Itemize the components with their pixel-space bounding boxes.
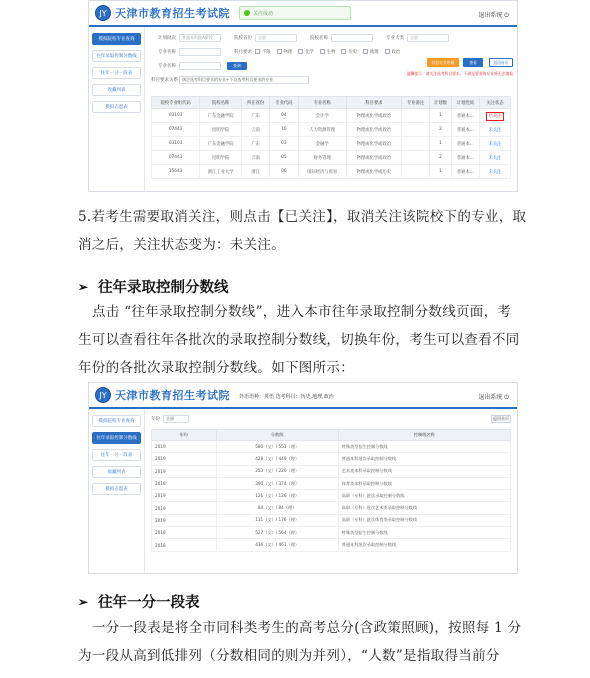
subject-checkbox[interactable]: 地理 [363, 49, 379, 55]
logout-link[interactable]: 退出系统 ⏻ [478, 12, 509, 19]
arrow-icon: ➢ [78, 594, 89, 609]
follow-button[interactable]: 未关注 [488, 127, 502, 133]
sidebar [89, 27, 145, 192]
success-toast [239, 6, 351, 20]
student-info: 外语语种：英语 选考科目：历史,地理,政治 [239, 394, 334, 400]
table-row: 2019 580（文）/ 551（理） 特殊类型招生控制分数线 [152, 441, 511, 453]
table-row: 15643 浙江工业大学 浙江 06 国际经济与贸易 物理或化学或历史 1 普通本... 未关注 [152, 165, 511, 179]
query-button[interactable]: 查询 [227, 62, 247, 70]
sidebar-item-mock-form[interactable]: 模拟志愿表 [92, 101, 141, 113]
followed-button[interactable]: 已关注 [486, 112, 505, 121]
section-heading-score-table: ➢ 往年一分一段表 [78, 594, 200, 611]
favorite-majors-button[interactable]: 院校专业收藏 [427, 58, 459, 67]
table-row: 2019 84（文）/ 84（理） 高职（专科）批次艺术类录取控制分数线 [152, 502, 511, 514]
school-table: 院校专业组代码 院校名称 所在省份 专业代码 专业名称 科目要求 专业备注 计划数 计划性质 关注状态 03103 广东金融学院 广东 04 会计学 物理或化学或政治 1 普通本... 已关注 07443 昆明学院 云南 10 人力资源管理 物理或化学或政治 2 普通本... 未关注 03103 广东金融学院 广东 03 金融学 物理或化学或政治 1 普通本... 未关注 07443 昆明学院 云南 05 财务管理 物理或化学或政治 2 普通本... 未关注 15643 浙江工业大学 浙江 06 国际经济与贸易 物理或化学或历史 1 普通本... 未关注 [151, 96, 511, 179]
search-panel: 计划批次 普通本科批A阶段 院校省份 全部 院校名称 专业大类 全部 专业名称 科目要求 不限 物理 化学 生物 历史 地理 政治 专业名称 查询 科目要求关系 满足选考科目要求的专业+不设选考科目要求的专业 院校专业收藏 查看 返回首页 温馨提示：请关注选考科目要求，不满足要求的专业将无法填报 院校专业组代码 院校名称 所在省份 专业代码 专业名称 科目要求 专业备注 计划数 计划性质 关注状态 03103 广东金融学院 广东 04 会计学 物理或化学或政治 1 普通本... 已关注 07443 昆明学院 云南 10 人力资源管理 物理或化学或政治 2 普通本... 未关注 03103 广东金融学院 广东 03 金融学 物理或化学或政治 1 普通本... 未关注 07443 昆明学院 云南 05 财务管理 物理或化学或政治 2 普通本... 未关注 15643 浙江工业大学 浙江 06 国际经济与贸易 物理或化学或历史 1 普通本... 未关注 [145, 27, 517, 192]
table-row: 2019 428（文）/ 449（理） 普通本科批次录取控制分数线 [152, 453, 511, 465]
sidebar-item-score-lines[interactable]: 往年录取控制分数线 [92, 432, 141, 444]
sidebar-item-score-table[interactable]: 往年一分一段表 [92, 67, 141, 79]
table-row: 2019 253（文）/ 220（理） 艺术类本科录取控制分数线 [152, 465, 511, 477]
site-header [89, 1, 517, 27]
table-row: 03103 广东金融学院 广东 03 金融学 物理或化学或政治 1 普通本... 未关注 [152, 137, 511, 151]
table-row: 2019 390（文）/ 374（理） 体育类本科录取控制分数线 [152, 477, 511, 489]
table-row: 03103 广东金融学院 广东 04 会计学 物理或化学或政治 1 普通本... 已关注 [152, 109, 511, 123]
subject-checkbox[interactable]: 不限 [255, 49, 271, 55]
table-row: 2018 436（文）/ 461（理） 普通本科批次录取控制分数线 [152, 539, 511, 551]
site-logo-icon: JY [95, 387, 111, 403]
table-row: 2018 527（文）/ 564（理） 特殊类型招生控制分数线 [152, 527, 511, 539]
school-region-select[interactable]: 全部 [255, 34, 297, 42]
arrow-icon: ➢ [78, 279, 89, 294]
subject-checkbox[interactable]: 政治 [385, 49, 401, 55]
check-icon [244, 10, 250, 16]
screenshot-score-lines [88, 382, 518, 574]
subject-checkbox[interactable]: 物理 [277, 49, 293, 55]
sidebar-item-school-search[interactable]: 模拟院校专业查询 [92, 415, 141, 427]
table-row: 07443 昆明学院 云南 10 人力资源管理 物理或化学或政治 2 普通本... 未关注 [152, 123, 511, 137]
year-select[interactable]: 全部 [163, 415, 189, 423]
paragraph-score-table: 一分一段表是将全市同科类考生的高考总分(含政策照顾)，按照每 1 分 为一段从高到低排列（分数相同的则为并列），“人数”是指取得当前分 [78, 620, 522, 664]
sidebar [89, 409, 145, 574]
score-lines-table: 年份 分数线 控制线名称 2019 580（文）/ 551（理） 特殊类型招生控制分数线 2019 428（文）/ 449（理） 普通本科批次录取控制分数线 2019 253（文）/ 220（理） 艺术类本科录取控制分数线 2019 390（文）/ 374（理） 体育类本科录取控制分数线 2019 126（文）/ 126（理） 高职（专科）批次录取控制分数线 2019 84（文）/ 84（理） 高职（专科）批次艺术类录取控制分数线 2019 131（文）/ 176（理） 高职（专科）批次体育类录取控制分数线 2018 527（文）/ 564（理） 特殊类型招生控制分数线 2018 436（文）/ 461（理） 普通本科批次录取控制分数线 [151, 429, 511, 552]
sidebar-item-mock-form[interactable]: 模拟志愿表 [92, 483, 141, 495]
screenshot-school-search [88, 0, 518, 192]
sidebar-item-favorites[interactable]: 收藏列表 [92, 466, 141, 478]
table-row: 2019 126（文）/ 126（理） 高职（专科）批次录取控制分数线 [152, 490, 511, 502]
paragraph-unfollow: 5.若考生需要取消关注，则点击【已关注】，取消关注该院校下的专业，取 消之后，关注状态变为：未关注。 [78, 209, 527, 253]
sidebar-item-school-search[interactable]: 模拟院校专业查询 [92, 33, 141, 45]
table-row: 07443 昆明学院 云南 05 财务管理 物理或化学或政治 2 普通本... 未关注 [152, 151, 511, 165]
plan-type-select[interactable]: 普通本科批A阶段 [179, 34, 221, 42]
major-category-select[interactable]: 全部 [407, 34, 449, 42]
major-name-input-2[interactable] [179, 62, 221, 70]
sidebar-item-favorites[interactable]: 收藏列表 [92, 84, 141, 96]
home-button[interactable]: 返回首页 [493, 416, 509, 421]
follow-button[interactable]: 未关注 [488, 141, 502, 147]
section-heading-score-lines: ➢ 往年录取控制分数线 [78, 279, 229, 296]
home-button[interactable]: 返回首页 [489, 58, 513, 67]
site-title: 天津市教育招生考试院 [115, 7, 230, 20]
site-header [89, 383, 517, 409]
sidebar-item-score-lines[interactable]: 往年录取控制分数线 [92, 50, 141, 62]
site-title: 天津市教育招生考试院 [115, 389, 230, 402]
subject-checkbox[interactable]: 历史 [341, 49, 357, 55]
follow-button[interactable]: 未关注 [488, 169, 502, 175]
subject-relation-select[interactable]: 满足选考科目要求的专业+不设选考科目要求的专业 [179, 76, 309, 84]
table-row: 2019 131（文）/ 176（理） 高职（专科）批次体育类录取控制分数线 [152, 514, 511, 526]
paragraph-score-lines: 点击 “往年录取控制分数线”，进入本市往年录取控制分数线页面，考 生可以查看往年各批次的录取控制分数线，切换年份，考生可以查看不同 年份的各批次录取控制分数线。如下图所示： [78, 304, 520, 376]
follow-button[interactable]: 未关注 [488, 155, 502, 161]
notice-text: 温馨提示：请关注选考科目要求，不满足要求的专业将无法填报 [406, 71, 513, 76]
logout-link[interactable]: 退出系统 ⏻ [478, 394, 509, 401]
major-name-input[interactable] [179, 48, 221, 56]
year-label: 年份 [151, 417, 160, 422]
subject-checkbox[interactable]: 化学 [298, 49, 314, 55]
subject-checkbox[interactable]: 生物 [320, 49, 336, 55]
toast-text: 关注成功 [253, 10, 274, 17]
school-name-input[interactable] [331, 34, 373, 42]
sidebar-item-score-table[interactable]: 往年一分一段表 [92, 449, 141, 461]
view-button[interactable]: 查看 [463, 58, 483, 67]
score-lines-panel [145, 409, 517, 574]
site-logo-icon: JY [95, 5, 111, 21]
